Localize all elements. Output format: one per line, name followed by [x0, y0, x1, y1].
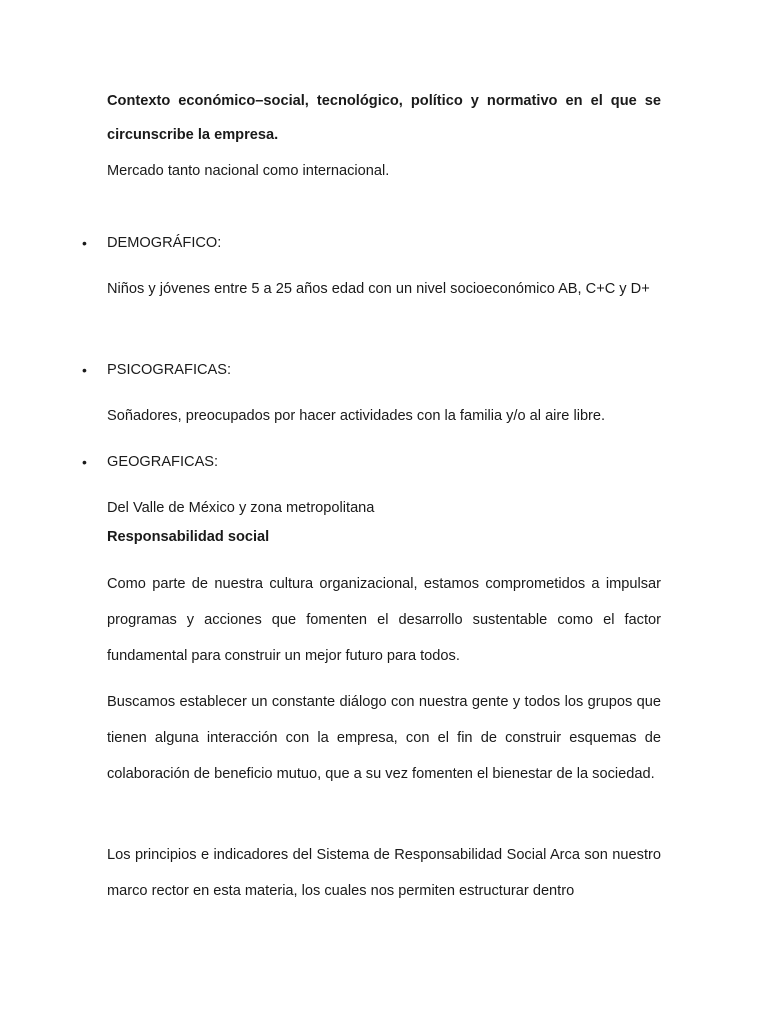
section-title: Responsabilidad social	[107, 529, 270, 545]
segment-label: DEMOGRÁFICO:	[107, 235, 222, 251]
paragraph: Como parte de nuestra cultura organizacional, estamos comprometidos a impulsar programas y acciones que fomenten el desarrollo sustentable como el factor fundamental para construir un mejor futuro para todos.	[107, 576, 661, 664]
document-heading: Contexto económico–social, tecnológico, político y normativo en el que se circunscribe la empresa.	[107, 93, 661, 143]
segment-label: GEOGRAFICAS:	[107, 454, 219, 470]
bullet-marker: •	[82, 235, 87, 251]
segment-text-psicograficas: Soñadores, preocupados por hacer actividades con la familia y/o al aire libre.	[107, 408, 606, 424]
segment-text-geograficas: Del Valle de México y zona metropolitana	[107, 500, 375, 516]
paragraph: Los principios e indicadores del Sistema de Responsabilidad Social Arca son nuestro marco rector en esta materia, los cuales nos permiten estructurar dentro	[107, 847, 661, 899]
paragraph: Buscamos establecer un constante diálogo con nuestra gente y todos los grupos que tienen alguna interacción con la empresa, con el fin de construir esquemas de colaboración de beneficio mutuo, que a su vez fomenten el bienestar de la sociedad.	[107, 694, 661, 782]
bullet-marker: •	[82, 362, 87, 378]
bullet-marker: •	[82, 454, 87, 470]
market-line: Mercado tanto nacional como internacional.	[107, 163, 390, 179]
segment-text-demografico: Niños y jóvenes entre 5 a 25 años edad con un nivel socioeconómico AB, C+C y D+	[107, 281, 650, 297]
segment-label: PSICOGRAFICAS:	[107, 362, 232, 378]
